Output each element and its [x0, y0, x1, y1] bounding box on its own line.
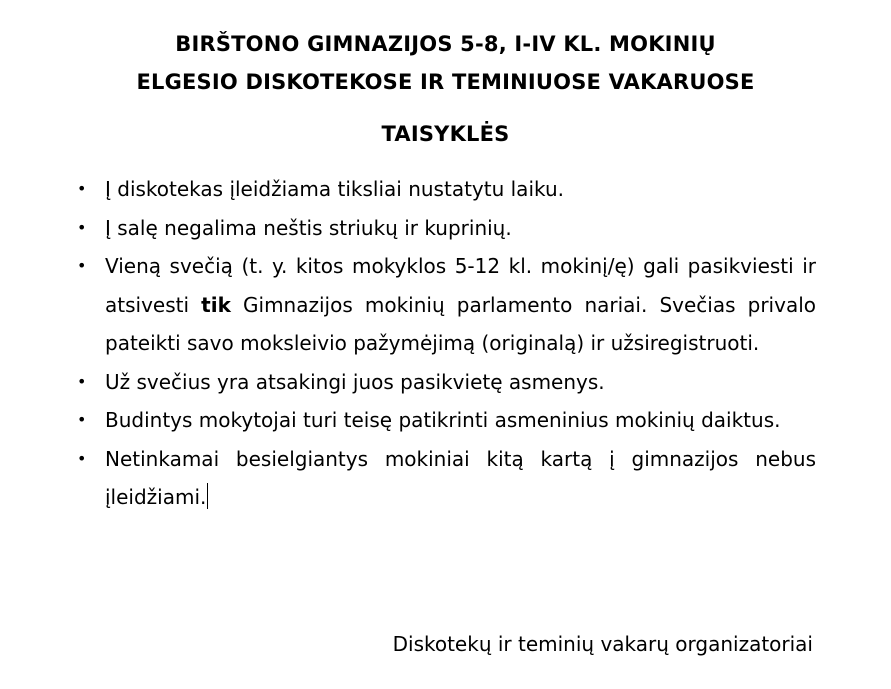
rule-text-5: Budintys mokytojai turi teisę patikrinti asmeninius mokinių daiktus.	[105, 408, 781, 432]
bullet-icon: •	[77, 256, 87, 275]
bullet-icon: •	[77, 371, 87, 391]
bullet-icon: •	[77, 410, 87, 429]
rule-item-2	[74, 209, 816, 248]
bullet-icon: •	[77, 217, 87, 237]
rule-text-1: Į diskotekas įleidžiama tiksliai nustatytu laiku.	[105, 177, 564, 201]
text-cursor	[207, 483, 208, 509]
title-line-3: TAISYKLĖS	[381, 122, 510, 146]
rule-text-4: Už svečius yra atsakingi juos pasikvietę asmenys.	[105, 369, 605, 394]
rule-item-3	[74, 247, 816, 363]
rule-text-6[interactable]: Netinkamai besielgiantys mokiniai kitą kartą į gimnazijos nebus įleidžiami.	[105, 446, 816, 509]
rules-list	[74, 170, 816, 517]
rule-text-2: Į salę negalima neštis striukų ir kuprinių.	[105, 215, 512, 240]
rule-item-5	[74, 401, 816, 440]
rule-item-4	[74, 363, 816, 402]
bullet-icon: •	[77, 179, 87, 198]
signature-line: Diskotekų ir teminių vakarų organizatoriai	[392, 632, 813, 656]
rule-text-3-before: Vieną svečią (t. y. kitos mokyklos 5-12 kl. mokinį/ę) gali pasikviesti ir atsivesti	[105, 254, 816, 317]
rule-item-1	[74, 170, 816, 209]
rule-text-3-after: Gimnazijos mokinių parlamento nariai. Svečias privalo pateikti savo moksleivio pažymėjimą (originalą) ir užsiregistruoti.	[105, 292, 817, 355]
title-line-1: BIRŠTONO GIMNAZIJOS 5-8, I-IV KL. MOKINIŲ	[175, 32, 716, 56]
rule-text-3	[105, 254, 816, 355]
rule-item-6[interactable]	[74, 440, 816, 517]
bullet-icon: •	[77, 448, 87, 468]
rule-text-3-emphasis: tik	[201, 292, 231, 317]
title-line-2: ELGESIO DISKOTEKOSE IR TEMINIUOSE VAKARUOSE	[136, 70, 755, 94]
